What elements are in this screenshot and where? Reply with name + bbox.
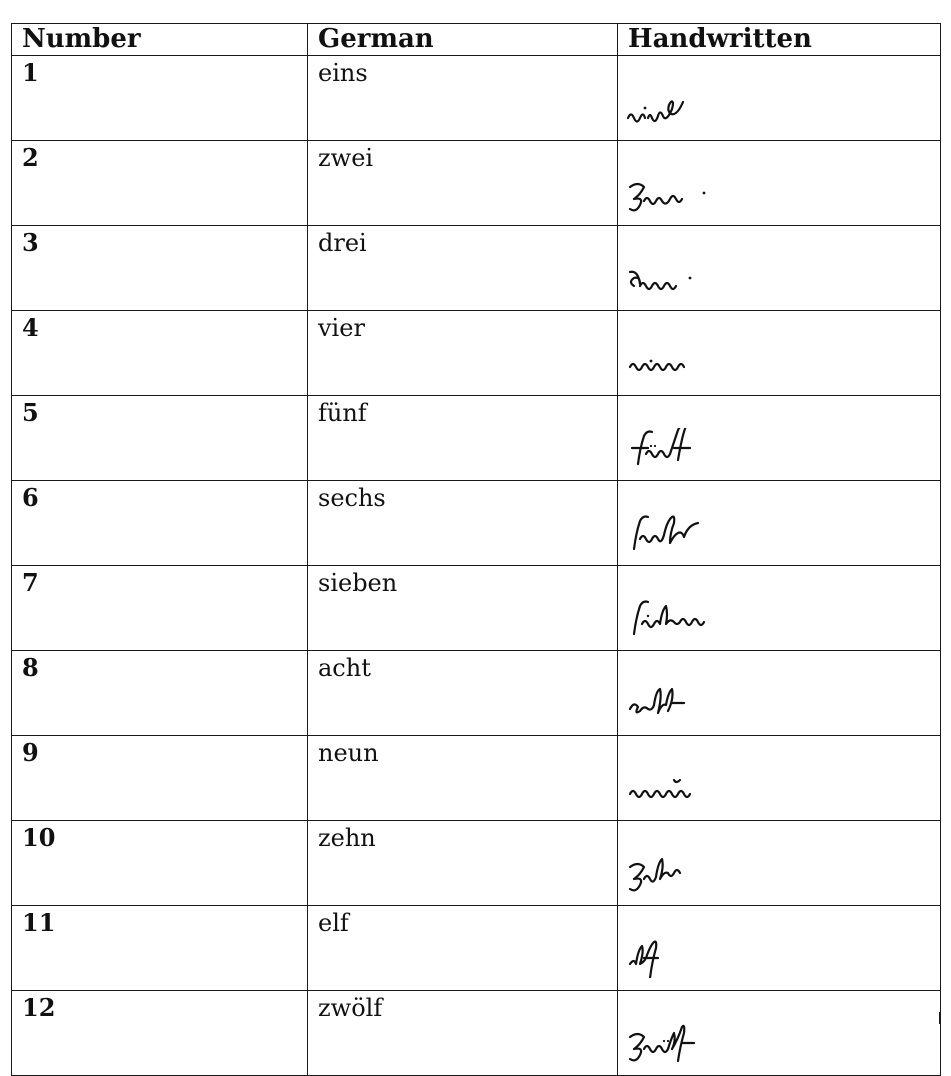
german-cell: fünf (308, 396, 618, 481)
column-border (939, 1012, 940, 1024)
number-cell: 9 (12, 736, 308, 821)
number-cell: 5 (12, 396, 308, 481)
handwritten-cell (618, 736, 941, 821)
numbers-table-container (11, 23, 940, 1076)
german-cell: zehn (308, 821, 618, 906)
handwritten-cell (618, 396, 941, 481)
handwritten-elf-icon (624, 938, 734, 978)
table-row (12, 311, 941, 396)
table-row (12, 226, 941, 311)
number-cell: 3 (12, 226, 308, 311)
handwritten-acht-icon (624, 683, 734, 723)
number-cell: 8 (12, 651, 308, 736)
column-border (11, 1012, 12, 1024)
handwritten-zwoelf-icon (624, 1023, 734, 1063)
table-row (12, 736, 941, 821)
number-cell: 2 (12, 141, 308, 226)
number-cell: 1 (12, 56, 308, 141)
german-cell: acht (308, 651, 618, 736)
table-row (12, 481, 941, 566)
handwritten-cell (618, 141, 941, 226)
number-cell: 10 (12, 821, 308, 906)
handwritten-drei-icon (624, 258, 734, 298)
handwritten-cell (618, 56, 941, 141)
handwritten-zwei-icon (624, 173, 734, 213)
handwritten-cell (618, 821, 941, 906)
handwritten-cell (618, 651, 941, 736)
german-cell: neun (308, 736, 618, 821)
numbers-table (11, 23, 941, 1076)
table-header-row (12, 24, 941, 56)
table-row (12, 651, 941, 736)
handwritten-cell (618, 481, 941, 566)
handwritten-sechs-icon (624, 513, 734, 553)
german-cell: zwei (308, 141, 618, 226)
handwritten-cell (618, 226, 941, 311)
table-row (12, 396, 941, 481)
table-row (12, 141, 941, 226)
handwritten-cell (618, 991, 941, 1076)
column-border (617, 1012, 618, 1024)
handwritten-cell (618, 906, 941, 991)
german-cell: sechs (308, 481, 618, 566)
handwritten-neun-icon (624, 768, 734, 808)
handwritten-cell (618, 311, 941, 396)
partial-next-row (11, 1012, 940, 1024)
german-cell: drei (308, 226, 618, 311)
column-border (307, 1012, 308, 1024)
number-cell: 11 (12, 906, 308, 991)
handwritten-fuenf-icon (624, 428, 734, 468)
german-cell: elf (308, 906, 618, 991)
handwritten-zehn-icon (624, 853, 734, 893)
number-cell: 6 (12, 481, 308, 566)
table-row (12, 906, 941, 991)
handwritten-cell (618, 566, 941, 651)
number-cell: 4 (12, 311, 308, 396)
handwritten-sieben-icon (624, 598, 734, 638)
handwritten-eins-icon (624, 88, 734, 128)
table-row (12, 566, 941, 651)
number-cell: 7 (12, 566, 308, 651)
german-cell: eins (308, 56, 618, 141)
german-cell: vier (308, 311, 618, 396)
number-cell: 12 (12, 991, 308, 1076)
table-row (12, 991, 941, 1076)
german-cell: sieben (308, 566, 618, 651)
handwritten-vier-icon (624, 343, 734, 383)
table-row (12, 56, 941, 141)
header-number: Number (12, 24, 308, 56)
header-german: German (308, 24, 618, 56)
german-cell: zwölf (308, 991, 618, 1076)
table-row (12, 821, 941, 906)
header-handwritten: Handwritten (618, 24, 941, 56)
